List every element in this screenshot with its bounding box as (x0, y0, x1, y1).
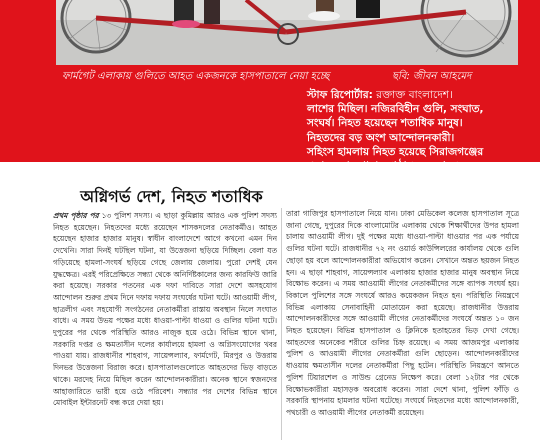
photo-credit: ছবি: জীবন আহমেদ (392, 71, 472, 82)
story-column-right (286, 208, 519, 440)
summary-line-4: নিহতদের বড় অংশ আন্দোলনকারী। (307, 131, 455, 144)
summary-line-6: এনায়েতপুর থানার (307, 160, 388, 173)
story-text-right: তারা গাজিপুর হাসপাতালে নিয়ে যান। ঢাকা মেডিকেল কলেজ হাসপাতাল সূত্রে জানা গেছে, দুপুরের দিকে বাংলামোটর এলাকায় থেকে শিক্ষার্থীদের উপর হামলা চালায় আওয়ামী লীগ। দুই পক্ষের মধ্যে ধাওয়া-পাল্টা ধাওয়ার পর এক পর্যায়ে গুলির ঘটনা ঘটে। রাজধানীর ৭২ নং ওয়ার্ড কাউন্সিলরের কার্যালয় থেকে গুলি ছোড়া হয় বলে আন্দোলনকারীরা অভিযোগ করেন। সেখানে অন্তত ছয়জন নিহত হন। এ ছাড়া শাহবাগ, সায়েন্সল্যাব এলাকায় হাজার হাজার মানুষ অবস্থান নিয়ে বিক্ষোভ করেন। এ সময় আওয়ামী লীগের নেতাকর্মীদের সঙ্গে ব্যাপক সংঘর্ষ হয়। বিকালে পুলিশের সঙ্গে সংঘর্ষে আরও কয়েকজন নিহত হন। পরিস্থিতি নিয়ন্ত্রণে বিভিন্ন এলাকায় সেনাবাহিনী মোতায়েন করা হয়েছে। রাজধানীর উত্তরায় আন্দোলনকারীদের সঙ্গে আওয়ামী লীগের নেতাকর্মীদের সংঘর্ষে অন্তত ১০ জন নিহত হয়েছেন। বিভিন্ন হাসপাতাল ও ক্লিনিকে হতাহতের ভিড় দেখা গেছে। আহতদের অনেকের শরীরে গুলির চিহ্ন রয়েছে। এ সময় আজমপুর এলাকায় পুলিশ ও আওয়ামী লীগের নেতাকর্মীরা গুলি ছোড়েন। আন্দোলনকারীদের ধাওয়ায় ক্ষমতাসীন দলের নেতাকর্মীরা পিছু হটেন। পরিস্থিতি নিয়ন্ত্রণে আনতে পুলিশ টিয়ারশেল ও সাউন্ড গ্রেনেড নিক্ষেপ করে। বেলা ১২টার পর থেকে বিক্ষোভকারীরা মহাসড়ক অবরোধ করেন। সারা দেশে থানা, পুলিশ ফাঁড়ি ও সরকারি স্থাপনায় হামলার ঘটনা ঘটেছে। সংঘর্ষে নিহতদের মধ্যে আন্দোলনকারী, পথচারী ও আওয়ামী লীগের নেতাকর্মী রয়েছেন। (286, 209, 519, 417)
story-headline: অগ্নিগর্ভ দেশ, নিহত শতাধিক (80, 187, 263, 206)
summary-line-5: সহিংস হামলায় নিহত হয়েছে সিরাজগঞ্জের (307, 145, 484, 158)
bicycle-photo-illustration (56, 0, 518, 65)
byline-label: স্টাফ রিপোর্টার: (307, 89, 373, 101)
story-column-left (53, 210, 277, 440)
summary-text (307, 88, 535, 173)
byline-text: রক্তাক্ত বাংলাদেশ। (372, 89, 453, 101)
summary-line-2: লাশের মিছিল। নজিরবিহীন গুলি, সংঘাত, (307, 103, 484, 116)
continued-from-label: প্রথম পৃষ্ঠার পর (53, 211, 99, 220)
continuation-reference: পৃষ্ঠা ১৭ কলাম ১ (387, 160, 461, 173)
column-divider (281, 208, 282, 440)
news-photo (56, 0, 518, 65)
summary-line-3: সংঘর্ষ। নিহত হয়েছেন শতাধিক মানুষ। (307, 117, 463, 130)
story-text-left: ১৩ পুলিশ সদস্য। এ ছাড়া কুমিল্লায় আরও এক পুলিশ সদস্য নিহত হয়েছেন। নিহতদের মধ্যে রয়েছেন শাসকদলের নেতাকর্মীও। আহত হয়েছেন হাজার হাজার মানুষ। স্বাধীন বাংলাদেশে আগে কখনো এমন দিন দেখেনি। সারা দিনই ঘটছিল ঘটনা, যা উত্তেজনা ছড়িয়ে দিচ্ছিল। বেলা যত গড়িয়েছে হামলা-সংঘর্ষ ছড়িয়ে গেছে জেলায় জেলায়। পুরো দেশই যেন যুদ্ধক্ষেত্র। এরই পরিপ্রেক্ষিতে সন্ধ্যা থেকে অনির্দিষ্টকালের জন্য কারফিউ জারি করা হয়েছে। সরকার পতনের এক দফা দাবিতে সারা দেশে অসহযোগ আন্দোলন শুরুর প্রথম দিনে দফায় দফায় সংঘর্ষের ঘটনা ঘটে। আওয়ামী লীগ, ছাত্রলীগ এবং সহযোগী সংগঠনের নেতাকর্মীরা রাস্তায় অবস্থান নিলে সংঘাত বাধে। এ সময় উভয় পক্ষের মধ্যে ধাওয়া-পাল্টা ধাওয়া ও গুলির ঘটনা ঘটে। দুপুরের পর থেকে পরিস্থিতি আরও নাজুক হয়ে ওঠে। বিভিন্ন স্থানে থানা, সরকারি দপ্তর ও ক্ষমতাসীন দলের কার্যালয়ে হামলা ও অগ্নিসংযোগের খবর পাওয়া যায়। রাজধানীর শাহবাগ, সায়েন্সল্যাব, ফার্মগেট, মিরপুর ও উত্তরায় দিনভর উত্তেজনা বিরাজ করে। হাসপাতালগুলোতে আহতদের ভিড় বাড়তে থাকে। মরদেহ নিয়ে মিছিল করেন আন্দোলনকারীরা। অনেক স্থানে স্বজনদের আহাজারিতে ভারী হয়ে ওঠে পরিবেশ। সন্ধ্যার পর দেশের বিভিন্ন স্থানে মোবাইল ইন্টারনেট বন্ধ করে দেয়া হয়। (53, 211, 277, 408)
photo-caption: ফার্মগেট এলাকায় গুলিতে আহত একজনকে হাসপাতালে নেয়া হচ্ছে (62, 71, 330, 82)
